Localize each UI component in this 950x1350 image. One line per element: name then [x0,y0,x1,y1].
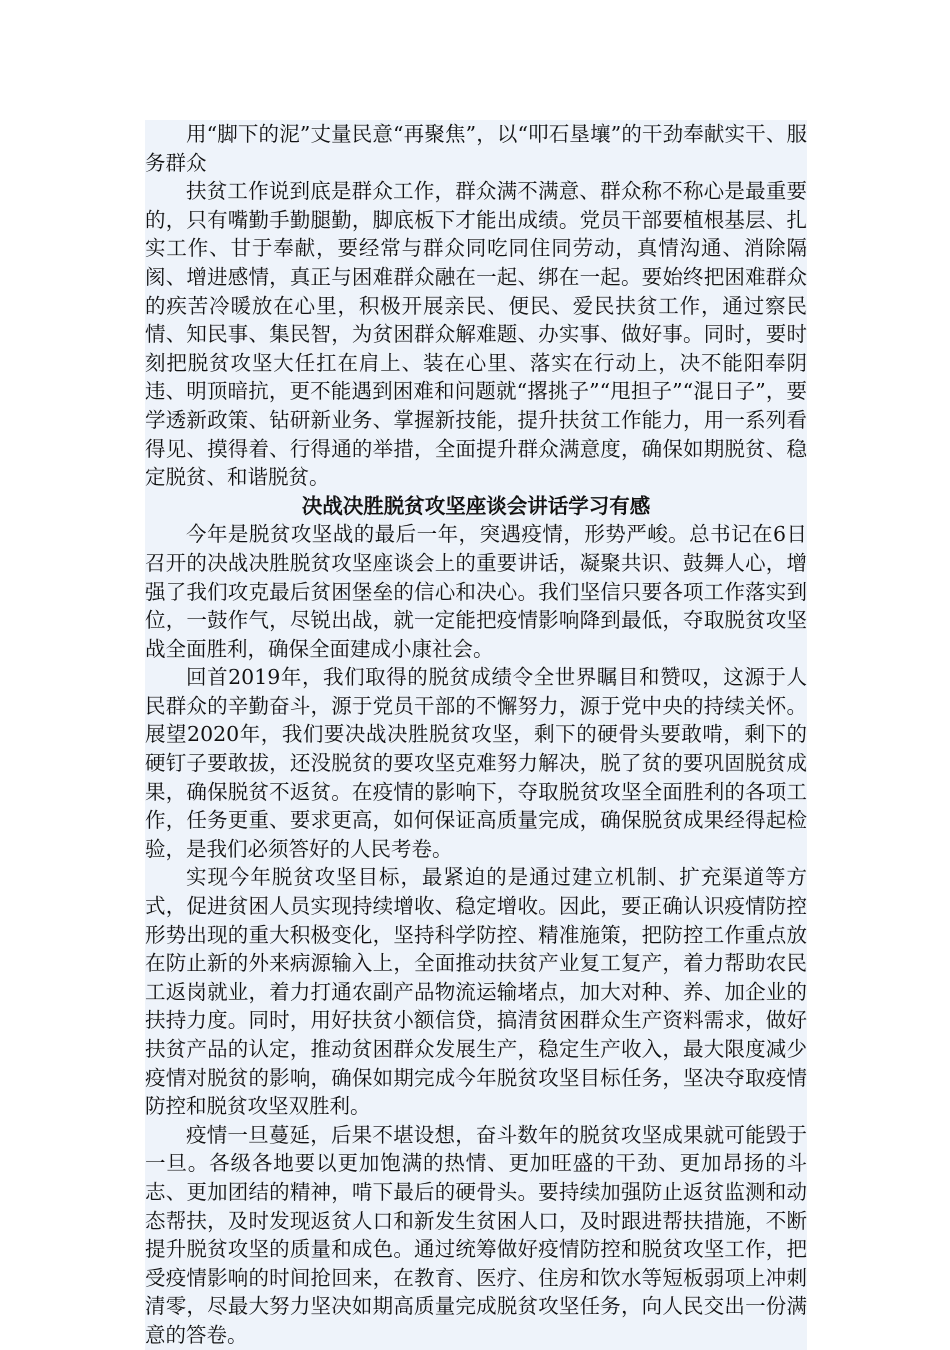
document-body [145,120,807,1350]
article-title: 决战决胜脱贫攻坚座谈会讲话学习有感 [145,492,807,521]
body-paragraph: 实现今年脱贫攻坚目标，最紧迫的是通过建立机制、扩充渠道等方式，促进贫困人员实现持续增收、稳定增收。因此，要正确认识疫情防控形势出现的重大积极变化，坚持科学防控、精准施策，把防控工作重点放在防止新的外来病源输入上，全面推动扶贫产业复工复产，着力帮助农民工返岗就业，着力打通农副产品物流运输堵点，加大对种、养、加企业的扶持力度。同时，用好扶贫小额信贷，搞清贫困群众生产资料需求，做好扶贫产品的认定，推动贫困群众发展生产，稳定生产收入，最大限度减少疫情对脱贫的影响，确保如期完成今年脱贫攻坚目标任务，坚决夺取疫情防控和脱贫攻坚双胜利。 [145,863,807,1120]
body-paragraph: 扶贫工作说到底是群众工作，群众满不满意、群众称不称心是最重要的，只有嘴勤手勤腿勤，脚底板下才能出成绩。党员干部要植根基层、扎实工作、甘于奉献，要经常与群众同吃同住同劳动，真情沟通、消除隔阂、增进感情，真正与困难群众融在一起、绑在一起。要始终把困难群众的疾苦冷暖放在心里，积极开展亲民、便民、爱民扶贫工作，通过察民情、知民事、集民智，为贫困群众解难题、办实事、做好事。同时，要时刻把脱贫攻坚大任扛在肩上、装在心里、落实在行动上，决不能阳奉阴违、明顶暗抗，更不能遇到困难和问题就“撂挑子”“甩担子”“混日子”，要学透新政策、钻研新业务、掌握新技能，提升扶贫工作能力，用一系列看得见、摸得着、行得通的举措，全面提升群众满意度，确保如期脱贫、稳定脱贫、和谐脱贫。 [145,177,807,492]
body-paragraph: 回首2019年，我们取得的脱贫成绩令全世界瞩目和赞叹，这源于人民群众的辛勤奋斗，源于党员干部的不懈努力，源于党中央的持续关怀。展望2020年，我们要决战决胜脱贫攻坚，剩下的硬骨头要敢啃，剩下的硬钉子要敢拔，还没脱贫的要攻坚克难努力解决，脱了贫的要巩固脱贫成果，确保脱贫不返贫。在疫情的影响下，夺取脱贫攻坚全面胜利的各项工作，任务更重、要求更高，如何保证高质量完成，确保脱贫成果经得起检验，是我们必须答好的人民考卷。 [145,663,807,863]
body-paragraph: 疫情一旦蔓延，后果不堪设想，奋斗数年的脱贫攻坚成果就可能毁于一旦。各级各地要以更加饱满的热情、更加旺盛的干劲、更加昂扬的斗志、更加团结的精神，啃下最后的硬骨头。要持续加强防止返贫监测和动态帮扶，及时发现返贫人口和新发生贫困人口，及时跟进帮扶措施，不断提升脱贫攻坚的质量和成色。通过统筹做好疫情防控和脱贫攻坚工作，把受疫情影响的时间抢回来，在教育、医疗、住房和饮水等短板弱项上冲刺清零，尽最大努力坚决如期高质量完成脱贫攻坚任务，向人民交出一份满意的答卷。 [145,1121,807,1350]
body-paragraph: 今年是脱贫攻坚战的最后一年，突遇疫情，形势严峻。总书记在6日召开的决战决胜脱贫攻坚座谈会上的重要讲话，凝聚共识、鼓舞人心，增强了我们攻克最后贫困堡垒的信心和决心。我们坚信只要各项工作落实到位，一鼓作气，尽锐出战，就一定能把疫情影响降到最低，夺取脱贫攻坚战全面胜利，确保全面建成小康社会。 [145,520,807,663]
section-heading-paragraph: 用“脚下的泥”丈量民意“再聚焦”，以“叩石垦壤”的干劲奉献实干、服务群众 [145,120,807,177]
